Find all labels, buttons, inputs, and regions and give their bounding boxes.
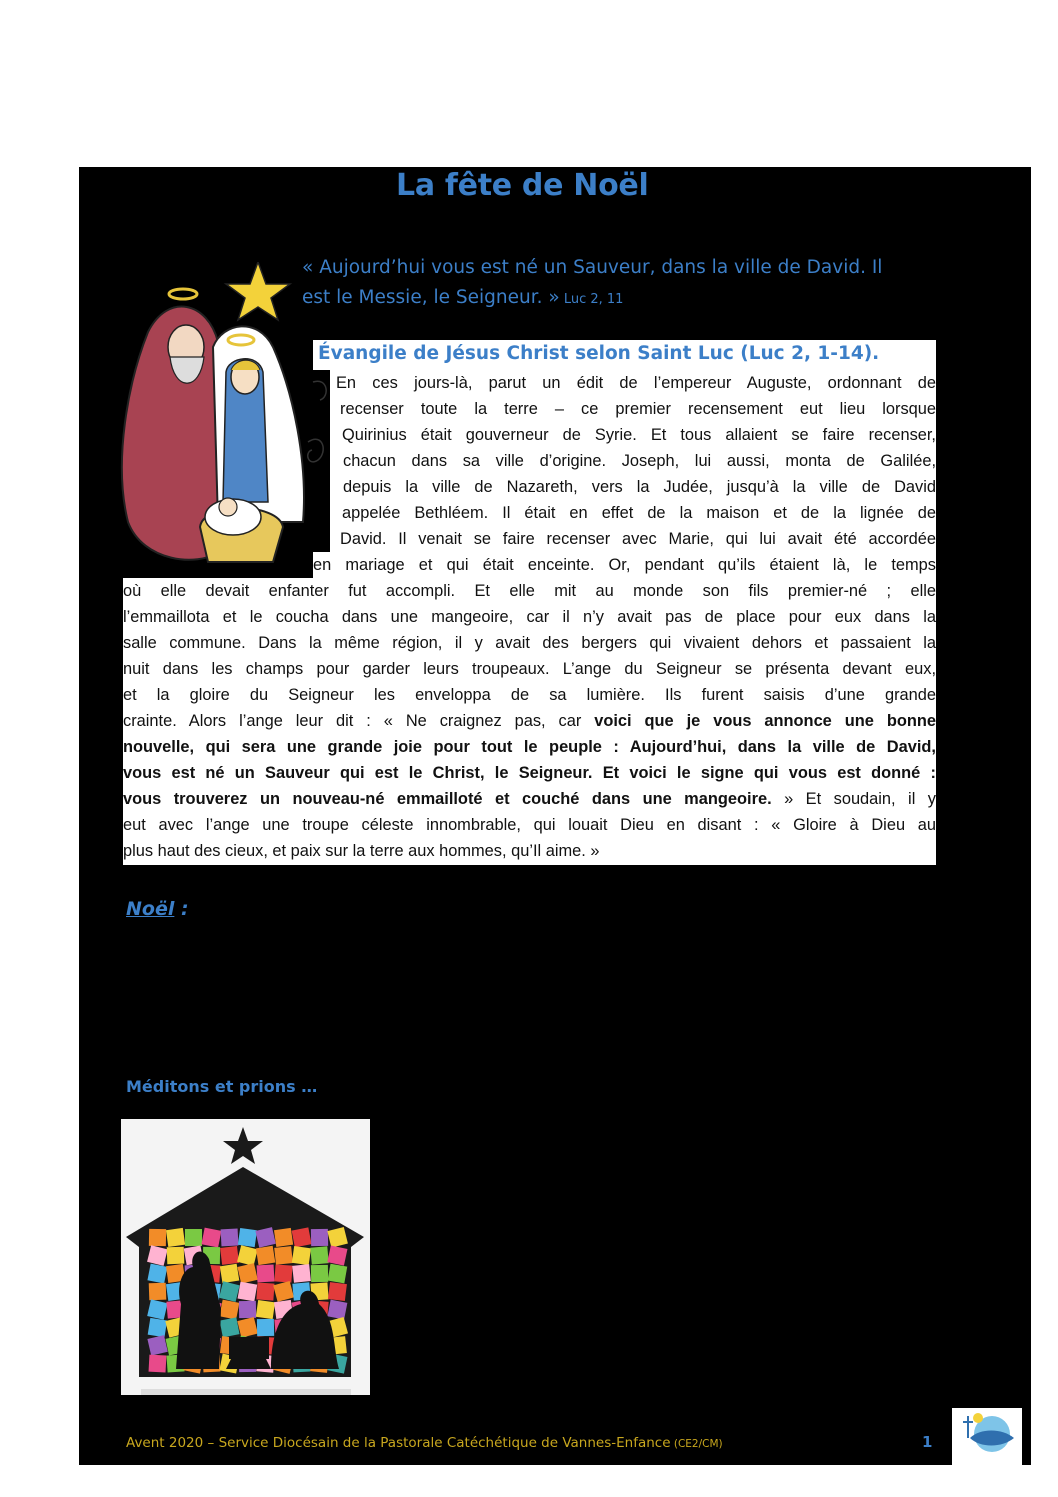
mosaic-tile — [256, 1282, 274, 1300]
mosaic-tile — [185, 1229, 202, 1246]
gospel-line: recenser toute la terre – ce premier recensement eut lieu lorsque — [340, 400, 936, 418]
gospel-line: depuis la ville de Nazareth, vers la Judée, jusqu’à la ville de David — [343, 478, 936, 496]
mosaic-tile — [274, 1246, 293, 1265]
mosaic-tile — [167, 1247, 185, 1265]
mosaic-tile — [256, 1246, 275, 1265]
page-title: La fête de Noël — [396, 168, 649, 203]
gospel-line: plus haut des cieux, et paix sur la terre aux hommes, qu’Il aime. » — [123, 842, 600, 860]
diocese-logo — [952, 1408, 1022, 1470]
mosaic-tile — [257, 1319, 274, 1336]
verse-line-1: « Aujourd’hui vous est né un Sauveur, dans la ville de David. Il — [302, 257, 883, 278]
verse-line-2: est le Messie, le Seigneur. » Luc 2, 11 — [302, 287, 624, 308]
gospel-line: Quirinius était gouverneur de Syrie. Et tous allaient se faire recenser, — [342, 426, 936, 444]
mosaic-tile — [219, 1300, 239, 1320]
mosaic-tile — [328, 1264, 348, 1284]
star-icon — [226, 262, 290, 320]
gospel-line: crainte. Alors l’ange leur dit : « Ne craignez pas, car voici que je vous annonce une bonne — [123, 712, 936, 730]
mosaic-tile — [310, 1246, 328, 1264]
mosaic-tile — [149, 1355, 167, 1373]
mosaic-tile — [274, 1264, 292, 1282]
mosaic-tile — [327, 1246, 347, 1266]
mosaic-tile — [292, 1246, 311, 1265]
verse-reference: Luc 2, 11 — [559, 292, 624, 307]
meditons-heading: Méditons et prions … — [126, 1077, 318, 1096]
page-number: 1 — [922, 1433, 933, 1451]
mosaic-tile — [220, 1246, 239, 1265]
gospel-line: appelée Bethléem. Il était en effet de la maison et de la lignée de — [342, 504, 936, 522]
mosaic-tile — [239, 1301, 256, 1318]
gospel-line: En ces jours-là, parut un édit de l’empereur Auguste, ordonnant de — [336, 374, 936, 392]
gospel-text — [123, 370, 936, 864]
gospel-line: eut avec l’ange une troupe céleste innombrable, qui louait Dieu en disant : « Gloire à Dieu au — [123, 816, 936, 834]
mosaic-tile — [256, 1300, 275, 1319]
noel-heading: Noël : — [126, 898, 189, 920]
gospel-line: chacun dans sa ville d’origine. Joseph, lui aussi, monta de Galilée, — [343, 452, 936, 470]
footer-text: Avent 2020 – Service Diocésain de la Pastorale Catéchétique de Vannes-Enfance (CE2/CM) — [126, 1435, 723, 1451]
mosaic-tile — [327, 1300, 347, 1320]
gospel-line: en mariage et qui était enceinte. Or, pendant qu’ils étaient là, le temps — [313, 556, 936, 574]
mosaic-tile — [149, 1283, 167, 1301]
mosaic-tile — [221, 1229, 239, 1247]
gospel-line-bold: nouvelle, qui sera une grande joie pour tout le peuple : Aujourd’hui, dans la ville de David, — [123, 738, 936, 756]
mosaic-tile — [328, 1282, 347, 1301]
mosaic-tile — [220, 1317, 240, 1337]
gospel-line: et la gloire du Seigneur les enveloppa de sa lumière. Ils furent saisis d’une grande — [123, 686, 936, 704]
gospel-title: Évangile de Jésus Christ selon Saint Luc (Luc 2, 1-14). — [318, 343, 880, 364]
stained-glass-nativity-image — [121, 1119, 370, 1395]
mosaic-tile — [148, 1318, 167, 1337]
gospel-line: vous trouverez un nouveau-né emmailloté et couché dans une mangeoire. » Et soudain, il y — [123, 790, 936, 808]
mosaic-tile — [238, 1228, 257, 1247]
gospel-line: nuit dans les champs pour garder leurs troupeaux. L’ange du Seigneur se présenta devant eux, — [123, 660, 936, 678]
gospel-line-bold: vous est né un Sauveur qui est le Christ, le Seigneur. Et voici le signe qui vous est donné : — [123, 764, 936, 782]
gospel-line: salle commune. Dans la même région, il y avait des bergers qui vivaient dehors et passaient la — [123, 634, 936, 652]
mosaic-tile — [147, 1264, 167, 1284]
mosaic-tile — [220, 1264, 239, 1283]
mosaic-tile — [201, 1228, 221, 1248]
mosaic-tile — [311, 1265, 328, 1282]
mosaic-tile — [292, 1227, 312, 1247]
gospel-line: où elle devait enfanter fut accompli. Et elle mit au monde son fils premier-né ; elle — [123, 582, 936, 600]
mosaic-tile — [166, 1228, 185, 1247]
gospel-line: David. Il venait se faire recenser avec Marie, qui lui avait été accordée — [340, 530, 936, 548]
gospel-line: l’emmaillota et le coucha dans une mangeoire, car il n’y avait pas de place pour eux dans la — [123, 608, 936, 626]
mosaic-tile — [311, 1229, 328, 1246]
mosaic-tile — [149, 1229, 166, 1246]
bible-verse — [302, 253, 942, 315]
mosaic-tile — [238, 1282, 258, 1302]
mosaic-tile — [274, 1228, 293, 1247]
mosaic-tile — [257, 1265, 275, 1283]
mosaic-tile — [292, 1264, 311, 1283]
